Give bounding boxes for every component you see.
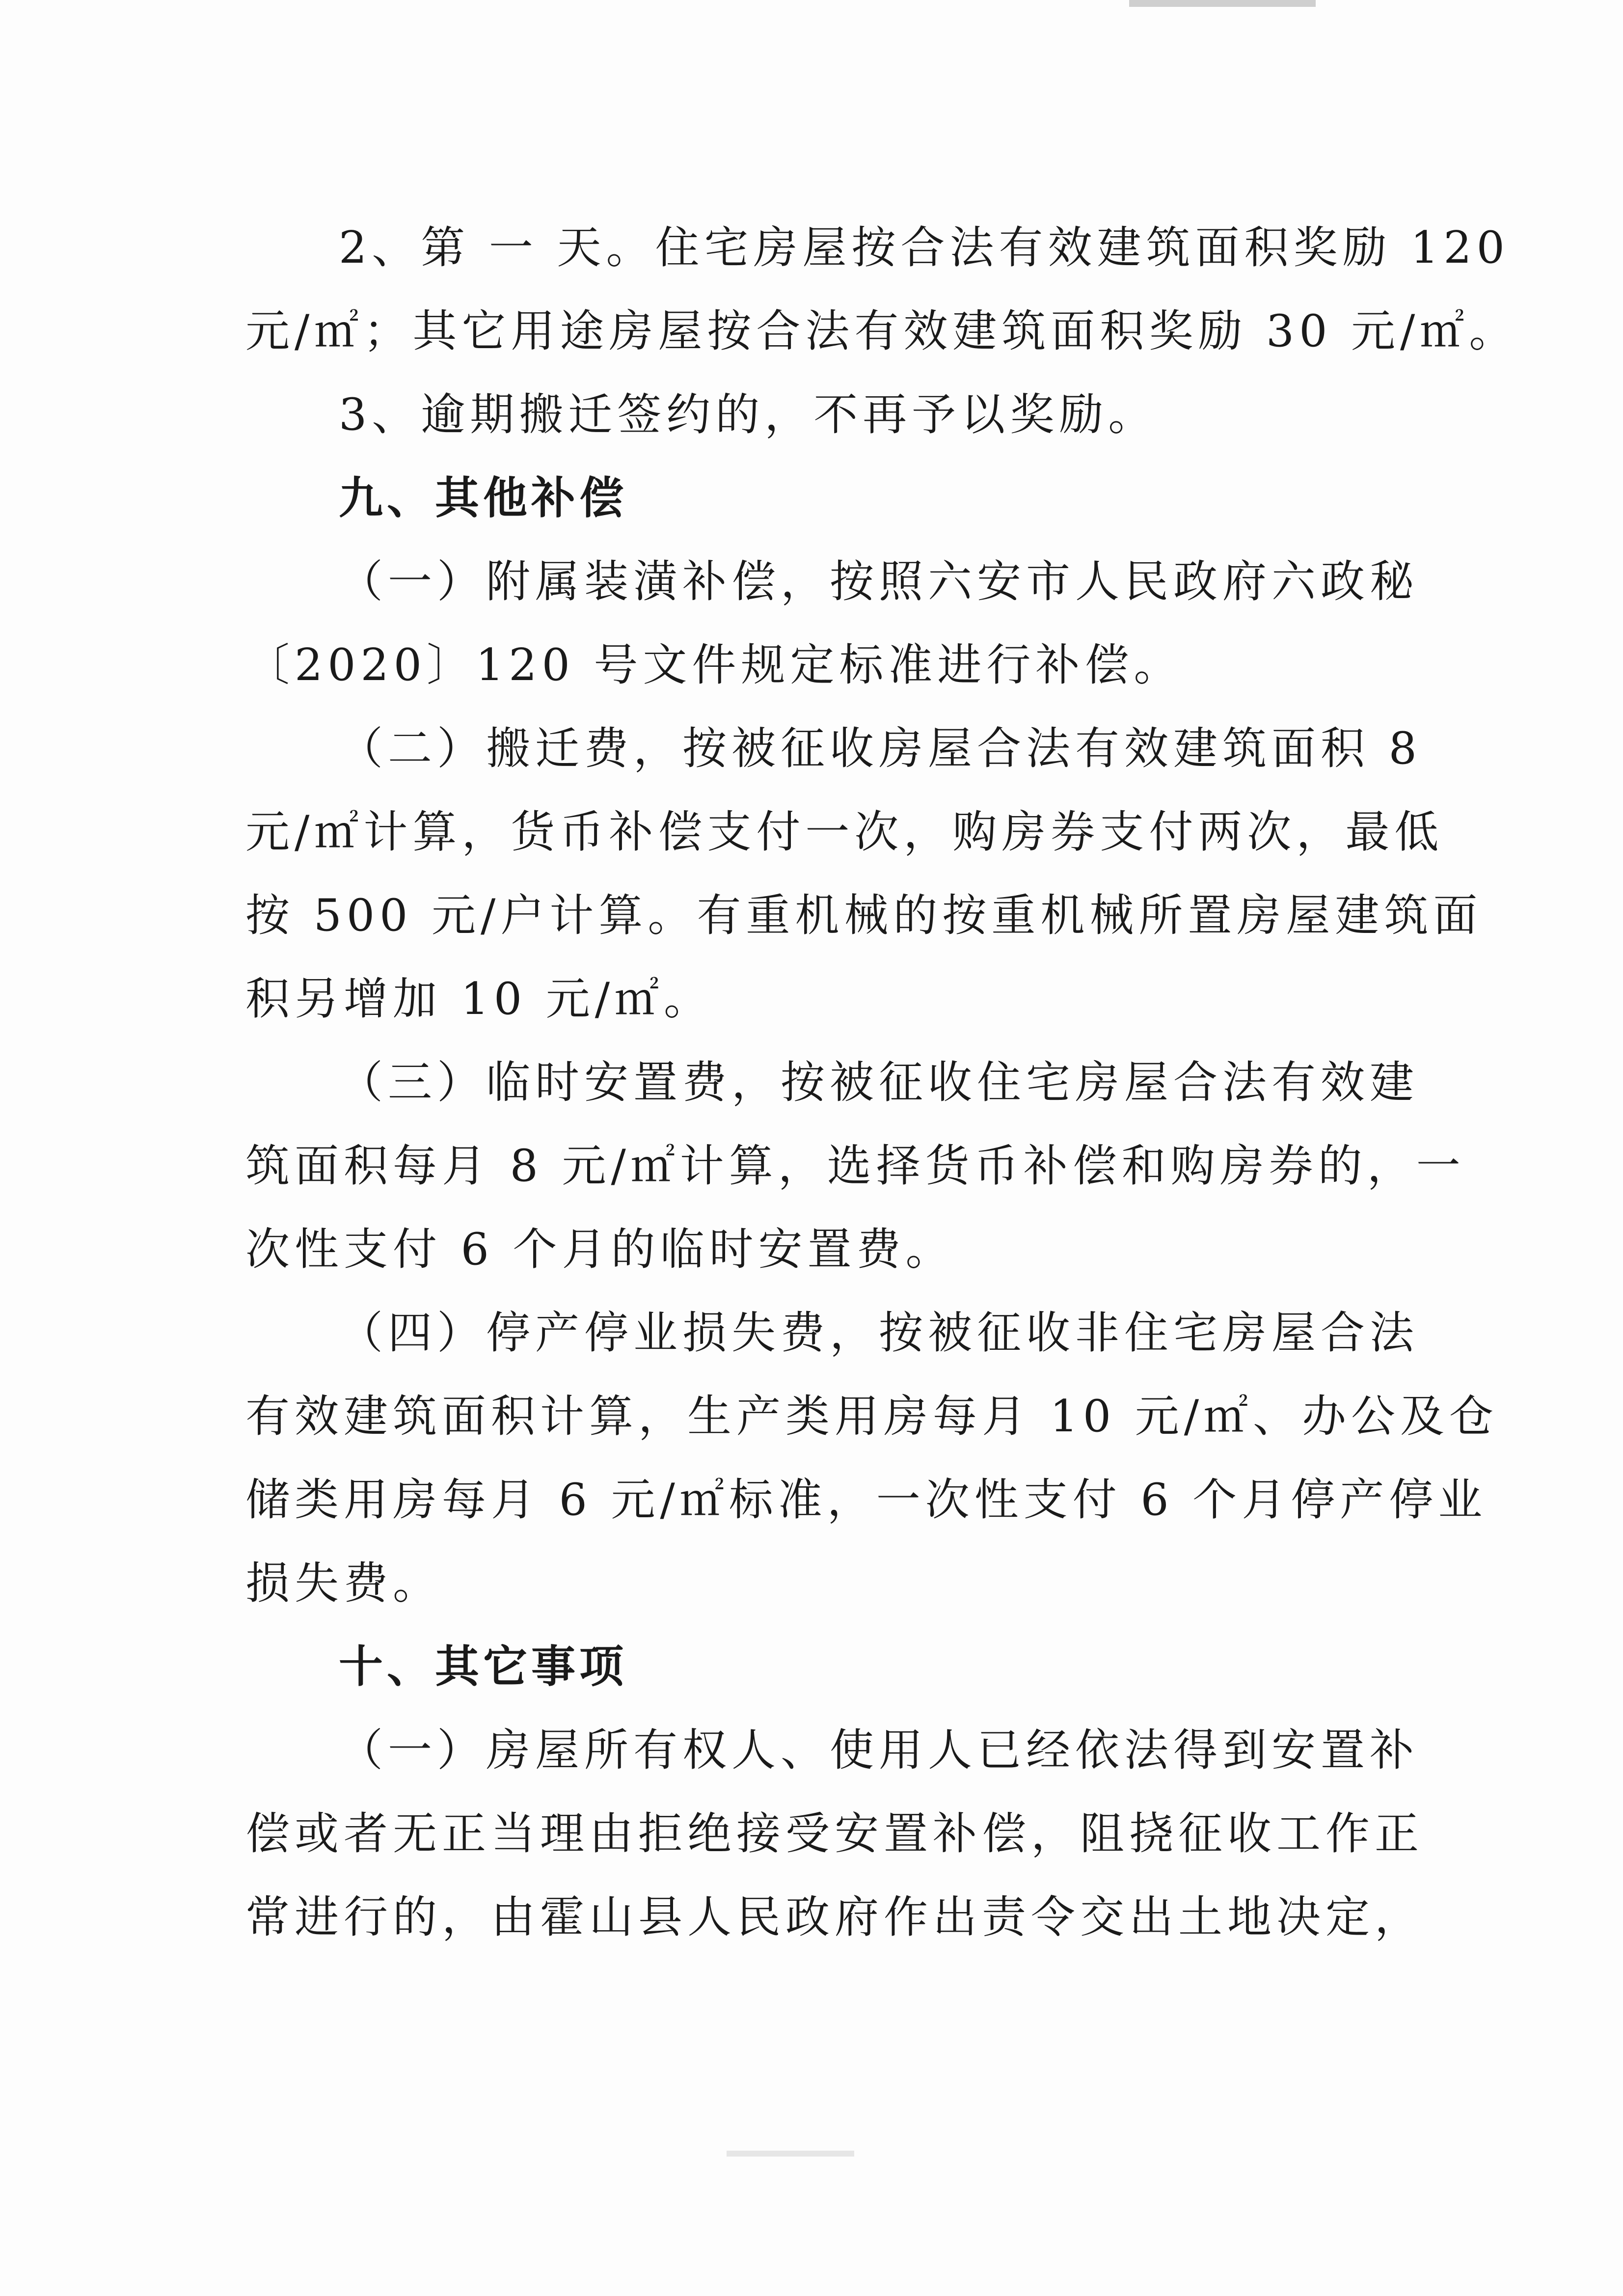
section-heading: 十、其它事项: [339, 1641, 627, 1693]
paragraph-line: 3、逾期搬迁签约的，不再予以奖励。: [339, 389, 1158, 440]
section-heading: 九、其他补偿: [339, 472, 627, 524]
paragraph-line: （三）临时安置费，按被征收住宅房屋合法有效建: [339, 1057, 1419, 1108]
paragraph-line: 元/㎡计算，货币补偿支付一次，购房券支付两次，最低: [245, 806, 1444, 858]
paragraph-line: 2、第 一 天。住宅房屋按合法有效建筑面积奖励 120: [339, 222, 1510, 273]
paragraph-line: （一）附属装潢补偿，按照六安市人民政府六政秘: [339, 556, 1419, 607]
paragraph-line: （一）房屋所有权人、使用人已经依法得到安置补: [339, 1724, 1419, 1776]
scan-mark-top: [1129, 0, 1316, 7]
document-body: [245, 206, 1518, 1959]
paragraph-line: 积另增加 10 元/㎡。: [245, 973, 713, 1025]
paragraph-line: （四）停产停业损失费，按被征收非住宅房屋合法: [339, 1307, 1419, 1359]
paragraph-line: （二）搬迁费，按被征收房屋合法有效建筑面积 8: [339, 723, 1422, 774]
paragraph-line: 按 500 元/户计算。有重机械的按重机械所置房屋建筑面: [245, 890, 1483, 941]
paragraph-line: 筑面积每月 8 元/㎡计算，选择货币补偿和购房券的，一: [245, 1140, 1465, 1192]
paragraph-line: 〔2020〕120 号文件规定标准进行补偿。: [245, 639, 1183, 691]
paragraph-line: 元/㎡；其它用途房屋按合法有效建筑面积奖励 30 元/㎡。: [245, 305, 1518, 357]
scan-mark-bottom: [727, 2151, 854, 2157]
paragraph-line: 储类用房每月 6 元/㎡标准，一次性支付 6 个月停产停业: [245, 1474, 1488, 1526]
paragraph-line: 常进行的，由霍山县人民政府作出责令交出土地决定，: [245, 1891, 1424, 1943]
paragraph-line: 有效建筑面积计算，生产类用房每月 10 元/㎡、办公及仓: [245, 1391, 1499, 1442]
paragraph-line: 次性支付 6 个月的临时安置费。: [245, 1224, 955, 1275]
paragraph-line: 偿或者无正当理由拒绝接受安置补偿，阻挠征收工作正: [245, 1808, 1424, 1859]
paragraph-line: 损失费。: [245, 1558, 442, 1609]
